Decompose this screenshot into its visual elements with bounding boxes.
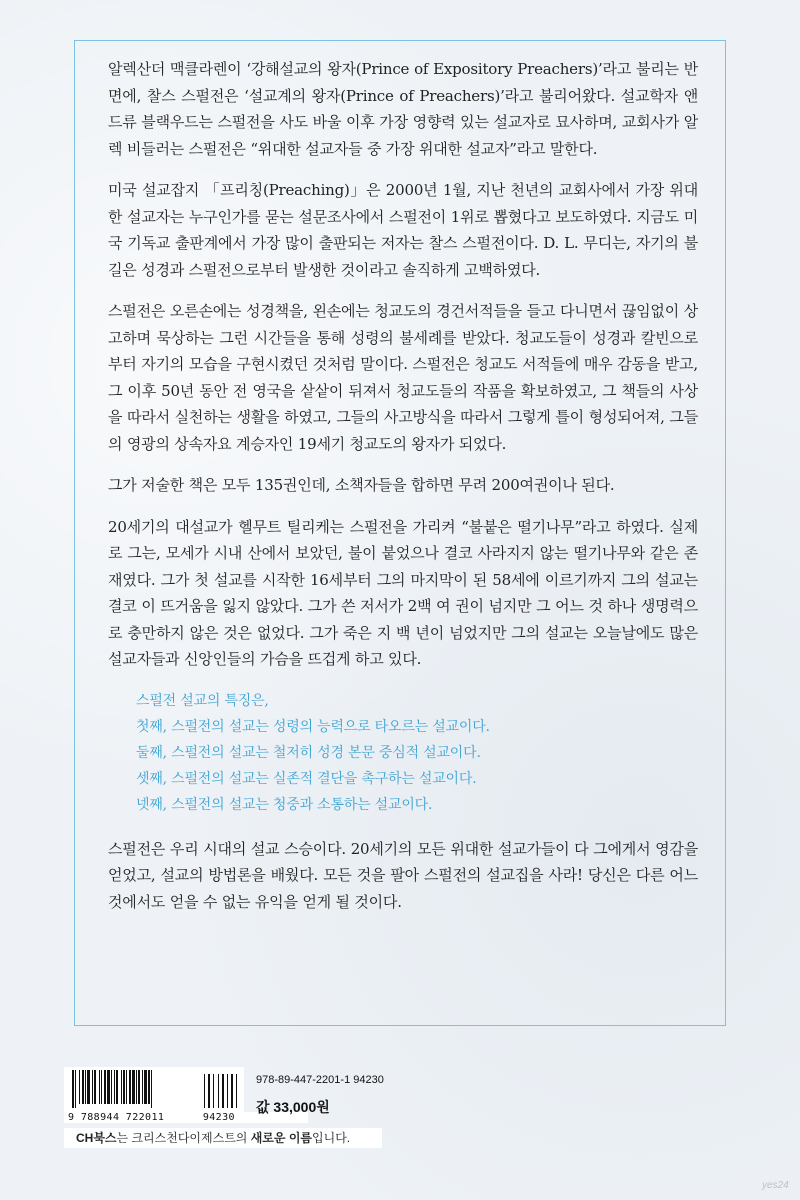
barcode-bar — [72, 1070, 74, 1108]
barcode-addon-bar — [208, 1074, 210, 1108]
feature-item-2: 둘째, 스펄전의 설교는 철저히 성경 본문 중심적 설교이다. — [136, 744, 481, 761]
sermon-features-list — [136, 688, 698, 818]
barcode-bar — [138, 1070, 140, 1104]
barcode-main-digits: 9 788944 722011 — [68, 1112, 165, 1123]
barcode-bar — [92, 1070, 93, 1104]
paragraph-4: 그가 저술한 책은 모두 135권인데, 소책자들을 합하면 무려 200여권이나 된다. — [108, 476, 615, 494]
barcode-bar — [87, 1070, 90, 1104]
barcode-addon-bar — [213, 1074, 214, 1108]
paragraph-3: 스펄전은 오른손에는 성경책을, 왼손에는 청교도의 경건서적들을 들고 다니면서 끊임없이 상고하며 묵상하는 그런 시간들을 통해 성령의 불세례를 받았다. 청교도들이 성경과 칼빈으로부터 자기의 모습을 구현시켰던 것처럼 말이다. 스펄전은 청교도 서적들에 매우 감동을 받고, 그 이후 50년 동안 전 영국을 샅샅이 뒤져서 청교도들의 작품을 확보하였고, 그 책들의 사상을 따라서 실천하는 생활을 하였고, 그들의 사고방식을 따라서 그렇게 틀이 형성되어져, 그들의 영광의 상속자요 계승자인 19세기 청교도의 왕자가 되었다. — [108, 302, 698, 453]
barcode-bar — [123, 1070, 125, 1104]
barcode-bar — [79, 1070, 80, 1104]
publisher-note — [64, 1128, 382, 1148]
barcode-bar — [148, 1070, 150, 1104]
barcode-bar — [82, 1070, 84, 1104]
barcode-bar — [132, 1070, 135, 1104]
barcode-addon-bar — [222, 1074, 224, 1108]
barcode-addon-bar — [236, 1074, 237, 1108]
price-label: 값 33,000원 — [256, 1099, 330, 1115]
barcode-bar — [144, 1070, 147, 1104]
barcode-bars — [70, 1070, 242, 1108]
barcode-bar — [101, 1070, 102, 1104]
publisher-mid: 는 크리스천다이제스트의 — [116, 1131, 251, 1145]
paragraph-5: 20세기의 대설교가 헬무트 틸리케는 스펄전을 가리켜 “불붙은 떨기나무”라고 하였다. 실제로 그는, 모세가 시내 산에서 보았던, 불이 붙었으나 결코 사라지지 않는 떨기나무와 같은 존재였다. 그가 첫 설교를 시작한 16세부터 그의 마지막이 된 58세에 이르기까지 그의 설교는 결코 이 뜨거움을 잃지 않았다. 그가 쓴 저서가 2백 여 권이 넘지만 그 어느 것 하나 생명력으로 충만하지 않은 것은 없었다. 그가 죽은 지 백 년이 넘었지만 그의 설교는 오늘날에도 많은 설교자들과 신앙인들의 가슴을 뜨겁게 하고 있다. — [108, 517, 698, 668]
back-cover-text — [108, 56, 698, 930]
features-heading: 스펄전 설교의 특징은, — [136, 692, 269, 709]
barcode-bar — [94, 1070, 96, 1104]
isbn-barcode — [64, 1067, 244, 1123]
barcode-addon-bar — [218, 1074, 219, 1108]
barcode-addon-bar — [204, 1074, 205, 1108]
publisher-end: 입니다. — [312, 1131, 351, 1145]
barcode-bar — [129, 1070, 131, 1104]
publisher-new-name: 새로운 이름 — [250, 1131, 313, 1145]
barcode-bar — [107, 1070, 110, 1104]
isbn-number: 978-89-447-2201-1 94230 — [256, 1074, 384, 1086]
barcode-bar — [136, 1070, 137, 1104]
closing-paragraph: 스펄전은 우리 시대의 설교 스승이다. 20세기의 모든 위대한 설교가들이 다 그에게서 영감을 얻었고, 설교의 방법론을 배웠다. 모든 것을 팔아 스펄전의 설교집을 사라! 당신은 다른 어느 것에서도 얻을 수 없는 유익을 얻게 될 것이다. — [108, 839, 698, 911]
barcode-bar — [85, 1070, 86, 1104]
barcode-bar — [126, 1070, 127, 1104]
feature-item-1: 첫째, 스펄전의 설교는 성령의 능력으로 타오르는 설교이다. — [136, 718, 490, 735]
barcode-addon-bar — [227, 1074, 228, 1108]
watermark-logo: yes24 — [762, 1180, 789, 1191]
barcode-bar — [116, 1070, 118, 1104]
barcode-bar — [121, 1070, 122, 1104]
paragraph-1: 알렉산더 맥클라렌이 ‘강해설교의 왕자(Prince of Expository Preachers)’라고 불리는 반면에, 찰스 스펄전은 ‘설교계의 왕자(Prince of Preachers)’라고 불리어왔다. 설교학자 앤드류 블랙우드는 스펄전을 사도 바울 이후 가장 영향력 있는 설교자로 묘사하며, 교회사가 알렉 비들러는 스펄전은 “위대한 설교자들 중 가장 위대한 설교자”라고 말한다. — [108, 60, 698, 158]
feature-item-4: 넷째, 스펄전의 설교는 청중과 소통하는 설교이다. — [136, 796, 433, 813]
barcode-addon-bar — [231, 1074, 233, 1108]
barcode-bar — [75, 1070, 76, 1108]
barcode-bar — [104, 1070, 106, 1104]
publisher-brand: CH북스 — [76, 1131, 117, 1145]
barcode-bar — [114, 1070, 115, 1104]
barcode-addon-digits: 94230 — [202, 1112, 235, 1123]
barcode-bar — [111, 1070, 112, 1104]
barcode-bar — [142, 1070, 143, 1104]
barcode-bar — [151, 1070, 152, 1108]
paragraph-2: 미국 설교잡지 「프리칭(Preaching)」은 2000년 1월, 지난 천년의 교회사에서 가장 위대한 설교자는 누구인가를 묻는 설문조사에서 스펄전이 1위로 뽑혔다고 보도하였다. 지금도 미국 기독교 출판계에서 가장 많이 출판되는 저자는 찰스 스펄전이다. D. L. 무디는, 자기의 불길은 성경과 스펄전으로부터 발생한 것이라고 솔직하게 고백하였다. — [108, 181, 698, 279]
feature-item-3: 셋째, 스펄전의 설교는 실존적 결단을 촉구하는 설교이다. — [136, 770, 477, 787]
barcode-bar — [99, 1070, 100, 1104]
